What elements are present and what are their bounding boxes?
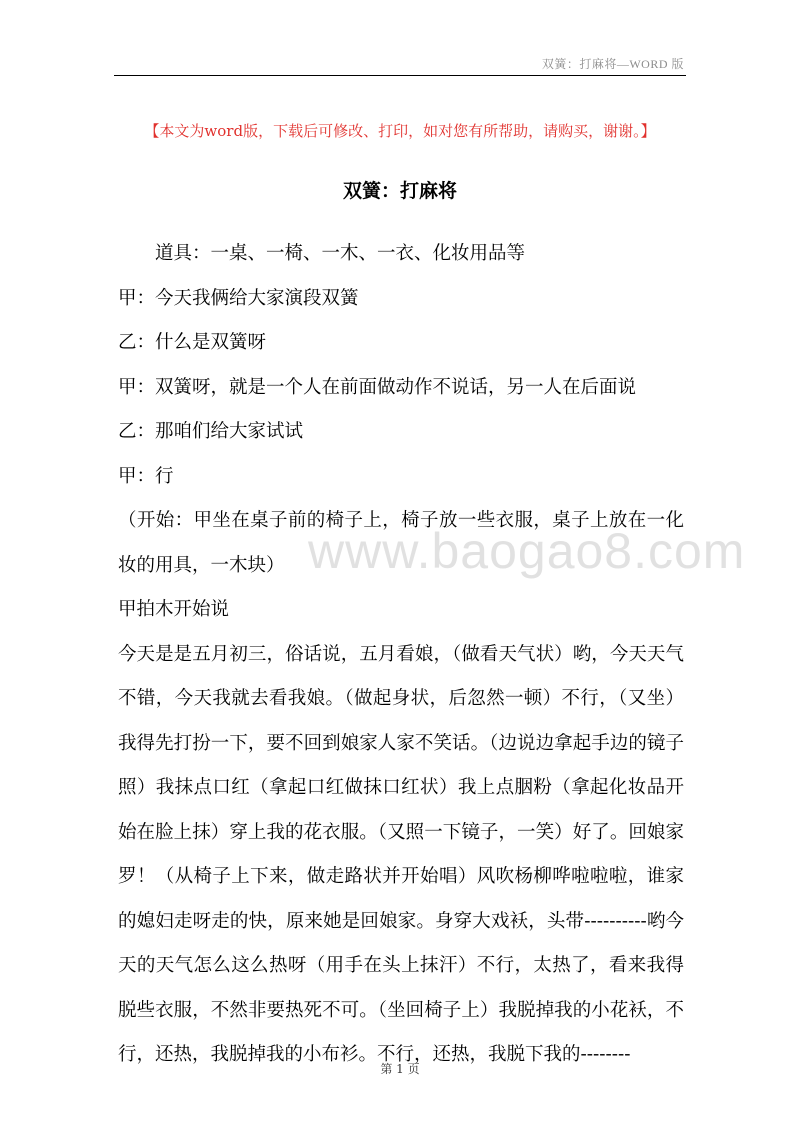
dialogue-line: 乙：什么是双簧呀 <box>118 332 267 353</box>
dialogue-line: 甲：今天我俩给大家演段双簧 <box>118 287 359 309</box>
dialogue-line: 甲：行 <box>118 465 174 487</box>
document-title: 双簧：打麻将 <box>342 180 457 202</box>
running-header: 双簧：打麻将—WORD 版 <box>541 57 684 71</box>
purchase-notice: 【本文为word版，下载后可修改、打印，如对您有所帮助，请购买，谢谢。】 <box>144 122 656 140</box>
watermark: www.baogao8.com <box>308 523 746 579</box>
dialogue-line: 乙：那咱们给大家试试 <box>118 421 304 442</box>
stage-direction: 甲拍木开始说 <box>118 599 230 620</box>
document-body <box>118 232 684 1078</box>
page-number: 第 1 页 <box>380 1062 420 1076</box>
monologue-paragraph: 今天是是五月初三，俗话说，五月看娘，（做看天气状）哟，今天天气不错，今天我就去看我娘。（做起身状，后忽然一顿）不行，（又坐）我得先打扮一下，要不回到娘家人家不笑话。（边说边拿起手边的镜子照）我抹点口红（拿起口红做抹口红状）我上点胭粉（拿起化妆品开始在脸上抹）穿上我的花衣服。（又照一下镜子，一笑）好了。回娘家罗！（从椅子上下来，做走路状并开始唱）风吹杨柳哗啦啦啦，谁家的媳妇走呀走的快，原来她是回娘家。身穿大戏袄，头带----------哟今天的天气怎么这么热呀（用手在头上抹汗）不行，太热了，看来我得脱些衣服，不然非要热死不可。（坐回椅子上）我脱掉我的小花袄，不行，还热，我脱掉我的小布衫。不行，还热，我脱下我的-------- <box>118 643 684 1065</box>
dialogue-line: 甲：双簧呀，就是一个人在前面做动作不说话，另一人在后面说 <box>118 376 637 398</box>
props-line: 道具：一桌、一椅、一木、一衣、化妆用品等 <box>155 243 526 264</box>
header-divider <box>114 75 686 76</box>
stage-direction: （开始：甲坐在桌子前的椅子上，椅子放一些衣服，桌子上放在一化妆的用具，一木块） <box>118 510 684 576</box>
